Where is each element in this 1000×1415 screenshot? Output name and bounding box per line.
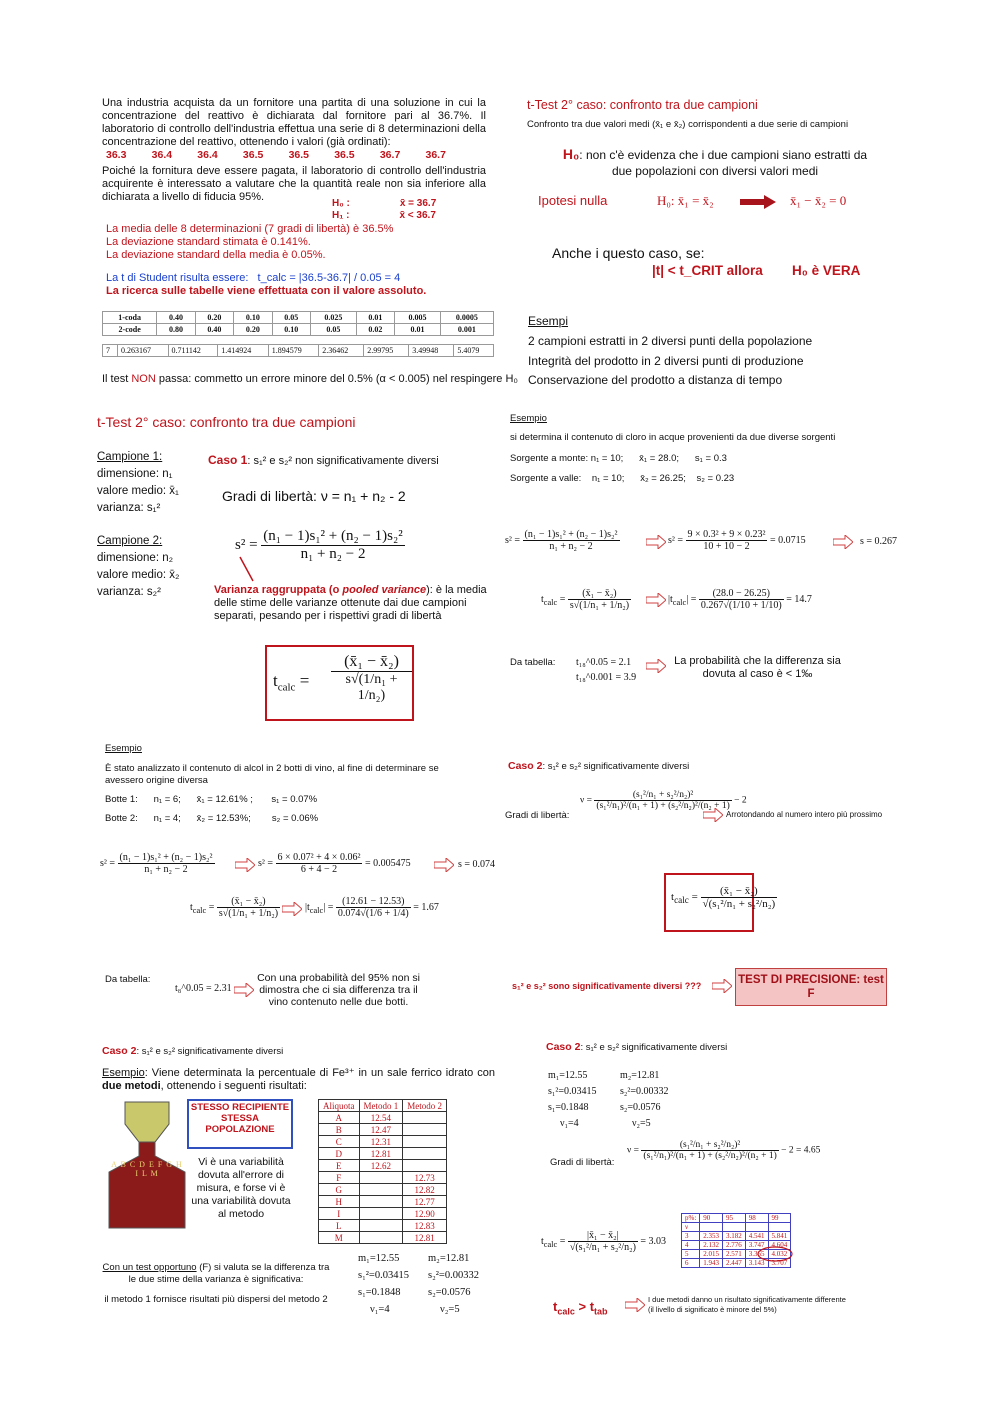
anche-text: Anche i questo caso, se: — [552, 245, 705, 261]
p8-caso2-heading: Caso 2: s₁² e s₂² significativamente diversi — [546, 1041, 728, 1053]
test-f-box: TEST DI PRECISIONE: test F — [735, 968, 887, 1006]
p4-probability: La probabilità che la differenza sia dovuta al caso è < 1‰ — [674, 655, 841, 680]
arrow-icon — [234, 983, 254, 997]
p5-datab: Da tabella: — [105, 974, 151, 985]
table-cell: E — [319, 1160, 360, 1172]
table-cell: 2.447 — [723, 1259, 746, 1268]
p4-t-formula: $t_{calc}$ = $\frac{\text{(x̄₁ − x̄₂)}}{\text{s√(1/n₁ + 1/n₂)}}$ — [541, 588, 630, 611]
table-cell: 3.365 — [745, 1250, 768, 1259]
table-row — [319, 1220, 447, 1232]
h0-statement: H₀: non c'è evidenza che i due campioni siano estratti da due popolazioni con diversi valori medi — [562, 146, 868, 178]
table-cell: 0.001 — [440, 324, 493, 336]
table-header: Metodo 2 — [403, 1100, 447, 1112]
table-cell: 0.263167 — [118, 345, 169, 357]
p4-s2-formula: s² = $\frac{\text{(n₁ − 1)s₁² + (n₂ − 1)s₂²}}{\text{n₁ + n₂ − 2}}$ — [505, 529, 618, 552]
table-cell: C — [319, 1136, 360, 1148]
table-cell — [700, 1223, 723, 1232]
table-cell: 2.132 — [700, 1241, 723, 1250]
table-cell — [723, 1223, 746, 1232]
table-cell: 1.414924 — [218, 345, 269, 357]
student-t — [106, 272, 400, 285]
table-header: 99 — [768, 1214, 791, 1223]
table-header: ν — [682, 1223, 700, 1232]
table-header: p%: — [682, 1214, 700, 1223]
p5-conclusion: Con una probabilità del 95% non si dimostra che ci sia differenza tra il vino contenuto nelle due botti. — [257, 972, 420, 1008]
table-cell: 0.05 — [310, 324, 356, 336]
conclusion: Il test NON passa: commetto un errore minore del 0.5% (α < 0.005) nel respingere H₀ — [102, 373, 518, 385]
p4-line2: Sorgente a valle: n₁ = 10; x̄₂ = 26.25; s₂ = 0.23 — [510, 473, 735, 484]
table-row — [319, 1112, 447, 1124]
table-cell: 2.353 — [700, 1232, 723, 1241]
table-cell: I — [319, 1208, 360, 1220]
esempi-heading: Esempi — [528, 314, 569, 328]
h1-label: H₁ : — [332, 210, 350, 221]
table-cell: 3.707 — [768, 1259, 791, 1268]
arrow-icon — [703, 808, 723, 822]
table-cell: 5.841 — [768, 1232, 791, 1241]
table-cell: 2.015 — [700, 1250, 723, 1259]
panel2-title: t-Test 2° caso: confronto tra due campioni — [527, 98, 758, 112]
table-cell: 4.604 — [768, 1241, 791, 1250]
condition: |t| < t_CRIT allora — [652, 263, 763, 278]
p5-line2: Botte 2: n₁ = 4; x̄₂ = 12.53%; s₂ = 0.06% — [105, 813, 319, 824]
method-table — [318, 1099, 447, 1244]
table-cell: 12.73 — [403, 1172, 447, 1184]
table-row — [319, 1124, 447, 1136]
p8-gradi: Gradi di libertà: — [550, 1157, 615, 1168]
p4-t-numeric: $|t_{calc}|$ = $\frac{(28.0 - 26.25)}{0.267√(1/10 + 1/10)}$ = 14.7 — [668, 588, 812, 611]
paragraph-2: Poiché la fornitura deve essere pagata, il laboratorio di controllo dell'industria acquirente è interessato a valutare che la quantità reale non sia inferiore alla dichiarata a livello di fiducia 95%. — [102, 165, 486, 203]
table-cell: 12.82 — [403, 1184, 447, 1196]
table-cell: 0.025 — [310, 312, 356, 324]
table-cell — [359, 1196, 403, 1208]
p5-t-table-value: t₈^0.05 = 2.31 — [175, 983, 232, 994]
p8-stats: m₁=12.55 m₂=12.81 s₁²=0.03415 s₂²=0.00332 s₁=0.1848 s₂=0.0576 ν₁=4 ν₂=5 — [548, 1070, 669, 1129]
table-cell: 0.02 — [356, 324, 394, 336]
ipotesi-formula-1: H₀: x̄₁ = x̄₂ — [657, 193, 714, 208]
table-cell — [359, 1184, 403, 1196]
table-header: 98 — [745, 1214, 768, 1223]
ipotesi-formula-2: x̄₁ − x̄₂ = 0 — [790, 193, 847, 208]
table-cell: A — [319, 1112, 360, 1124]
table-cell: 2.776 — [723, 1241, 746, 1250]
list-item: Conservazione del prodotto a distanza di tempo — [528, 373, 783, 387]
t-table-header — [102, 311, 494, 336]
table-cell: 12.90 — [403, 1208, 447, 1220]
table-cell: 4.032 — [768, 1250, 791, 1259]
panel2-subtitle: Confronto tra due valori medi (x̄₁ e x̄₂) corrispondenti a due serie di campioni — [527, 119, 849, 130]
arrow-icon — [833, 535, 853, 549]
arrow-icon — [625, 1298, 645, 1312]
p4-s2-numeric: s² = $\frac{\text{9 × 0.3² + 9 × 0.23²}}{10 + 10 - 2}$ = 0.0715 — [668, 529, 806, 552]
h0-value: x̄ = 36.7 — [399, 198, 437, 209]
value: 36.5 — [334, 149, 355, 161]
table-row — [319, 1196, 447, 1208]
table-cell: 6 — [682, 1259, 700, 1268]
p6-gradi: Gradi di libertà: — [505, 810, 570, 821]
table-cell: 3.182 — [723, 1232, 746, 1241]
esempi-list — [528, 332, 812, 391]
p5-t-numeric: $|t_{calc}|$ = $\frac{(12.61 - 12.53)}{0.074√(1/6 + 1/4)}$ = 1.67 — [305, 896, 439, 919]
p6-rounding: Arrotondando al numero intero più prossimo — [726, 810, 883, 819]
t-comparison: $t_{calc} > t_{tab}$ — [553, 1299, 608, 1317]
table-cell: 0.80 — [157, 324, 195, 336]
value: 36.4 — [151, 149, 173, 161]
p4-esempio: Esempio — [510, 413, 547, 424]
panel3-title: t-Test 2° caso: confronto tra due campioni — [97, 414, 356, 430]
table-header: 90 — [700, 1214, 723, 1223]
p6-question: s₁² e s₂² sono significativamente diversi ??? — [512, 981, 702, 991]
table-cell — [403, 1112, 447, 1124]
table-cell: D — [319, 1148, 360, 1160]
table-cell: 0.40 — [195, 324, 233, 336]
table-cell — [768, 1223, 791, 1232]
arrow-icon — [712, 979, 732, 993]
table-row — [319, 1172, 447, 1184]
table-cell — [403, 1136, 447, 1148]
table-cell: 12.81 — [359, 1148, 403, 1160]
table-cell — [359, 1232, 403, 1244]
arrow-icon — [646, 535, 666, 549]
table-row — [319, 1160, 447, 1172]
table-cell: 0.05 — [272, 312, 310, 324]
table-cell: 0.40 — [157, 312, 195, 324]
arrow-icon — [235, 858, 255, 872]
table-cell: 0.20 — [195, 312, 233, 324]
caso1-heading: Caso 1: s₁² e s₂² non significativamente diversi — [208, 453, 439, 467]
table-cell: 0.711142 — [168, 345, 218, 357]
table-cell: 1-coda — [103, 312, 157, 324]
t-label: La t di Student risulta essere: — [106, 272, 249, 284]
intro-paragraph: Una industria acquista da un fornitore una partita di una soluzione in cui la concentrazione del reattivo è dichiarata dal fornitore pari al 36.7%. Il laboratorio di controllo dell'industria effettua una serie di 8 determinazioni della concentrazione del reattivo, ottenendo i valori (già ordinati): — [102, 97, 486, 148]
flask-labels: A B C D E F G H I L M — [111, 1160, 183, 1178]
same-population-box: STESSO RECIPIENTE STESSA POPOLAZIONE — [187, 1099, 293, 1149]
table-cell — [745, 1223, 768, 1232]
t-note: La ricerca sulle tabelle viene effettuata con il valore assoluto. — [106, 285, 427, 297]
table-cell — [359, 1208, 403, 1220]
table-cell: 12.83 — [403, 1220, 447, 1232]
table-cell: H — [319, 1196, 360, 1208]
table-cell: 3 — [682, 1232, 700, 1241]
p8-t-formula: $t_{calc}$ = $\frac{\text{|x̄₁ − x̄₂|}}{\text{√(s₁²/n₁ + s₂²/n₂)}}$ = 3.03 — [541, 1230, 667, 1253]
t-table-row — [102, 344, 494, 357]
p5-intro: È stato analizzato il contenuto di alcol in 2 botti di vino, al fine di determinare se avessero origine diversa — [105, 763, 439, 786]
table-cell: M — [319, 1232, 360, 1244]
results — [106, 223, 393, 262]
arrow-icon — [646, 593, 666, 607]
table-cell: 7 — [103, 345, 118, 357]
arrow-icon — [434, 858, 454, 872]
hypotheses — [332, 198, 436, 222]
p6-caso2-heading: Caso 2: s₁² e s₂² significativamente diversi — [508, 760, 690, 772]
table-cell: G — [319, 1184, 360, 1196]
value: 36.7 — [379, 149, 401, 161]
result-std: La deviazione standard stimata è 0.141%. — [106, 236, 311, 248]
table-cell: 1.894579 — [268, 345, 319, 357]
h1-value: x̄ < 36.7 — [399, 210, 436, 221]
table-cell: 4 — [682, 1241, 700, 1250]
table-cell: 12.54 — [359, 1112, 403, 1124]
value: 36.5 — [242, 149, 264, 161]
table-cell: 0.10 — [272, 324, 310, 336]
arrow-icon — [282, 902, 302, 916]
p7-stats: m₁=12.55 m₂=12.81 s₁²=0.03415 s₂²=0.00332 s₁=0.1848 s₂=0.0576 ν₁=4 ν₂=5 — [358, 1253, 479, 1315]
p5-esempio: Esempio — [105, 743, 142, 754]
value: 36.4 — [197, 149, 218, 161]
h0-vera: H₀ è VERA — [792, 263, 861, 278]
table-cell: 12.81 — [403, 1232, 447, 1244]
table-cell: F — [319, 1172, 360, 1184]
p7-example: Esempio: Viene determinata la percentuale di Fe³⁺ in un sale ferrico idrato con due metodi, ottenendo i seguenti risultati: — [102, 1067, 495, 1092]
p4-line1: Sorgente a monte: n₁ = 10; x̄₁ = 28.0; s₁ = 0.3 — [510, 453, 727, 464]
arrow-icon — [740, 195, 776, 209]
t-formula: t_calc = |36.5-36.7| / 0.05 = 4 — [257, 272, 401, 284]
pooled-variance-formula: s² = $\frac{\text{(n₁ − 1)s₁² + (n₂ − 1)s₂²}}{\text{n₁ + n₂ − 2}}$ — [235, 528, 403, 562]
method1-disp: il metodo 1 fornisce risultati più dispersi del metodo 2 — [104, 1294, 328, 1305]
table-cell: 0.0005 — [440, 312, 493, 324]
table-cell — [403, 1124, 447, 1136]
value: 36.7 — [425, 149, 446, 161]
ipotesi-label: Ipotesi nulla — [538, 193, 608, 208]
tcalc-formula-box: $t_{calc}$ = (x̄₁ − x̄₂) s√(1/n₁ + 1/n₂) — [265, 645, 414, 721]
p8-nu-formula: ν = $\frac{\text{(s₁²/n₁ + s₂²/n₂)²}}{\text{(s₁²/n₁)²/(n₁ + 1) + (s₂²/n₂)²/(n₂ + 1)}}$ − 2 = 4.65 — [627, 1140, 821, 1161]
table-row — [682, 1232, 791, 1241]
table-cell: 0.10 — [234, 312, 272, 324]
table-cell: B — [319, 1124, 360, 1136]
p6-nu-formula: ν = $\frac{\text{(s₁²/n₁ + s₂²/n₂)²}}{\text{(s₁²/n₁)²/(n₁ + 1) + (s₂²/n₂)²/(n₂ + 1)}}$ − 2 — [580, 790, 747, 811]
table-cell: 12.31 — [359, 1136, 403, 1148]
table-cell: 2.36462 — [319, 345, 364, 357]
table-cell: 5.4079 — [454, 345, 494, 357]
table-row — [319, 1136, 447, 1148]
table-cell: 12.47 — [359, 1124, 403, 1136]
variability-text: Vi è una variabilità dovuta all'errore di misura, e forse vi è una variabilità dovuta al metodo — [191, 1156, 291, 1220]
table-cell: 2.99795 — [364, 345, 409, 357]
table-cell: 5 — [682, 1250, 700, 1259]
value: 36.3 — [106, 149, 127, 161]
table-cell — [403, 1160, 447, 1172]
table-cell: 0.01 — [356, 312, 394, 324]
pooled-variance-desc: Varianza raggruppata (o pooled variance): è la media delle stime delle varianze ottenute dai due campioni separati, pesando per i rispettivi gradi di libertà — [214, 584, 487, 622]
p5-s-result: s = 0.074 — [458, 859, 496, 870]
table-cell: 0.01 — [395, 324, 441, 336]
table-row — [319, 1148, 447, 1160]
table-cell: 3.143 — [745, 1259, 768, 1268]
table-cell: 12.77 — [403, 1196, 447, 1208]
p5-s2-formula: s² = $\frac{\text{(n₁ − 1)s₁² + (n₂ − 1)s₂²}}{\text{n₁ + n₂ − 2}}$ — [100, 852, 213, 875]
p5-s2-numeric: s² = $\frac{\text{6 × 0.07² + 4 × 0.06²}}{6 + 4 - 2}$ = 0.005475 — [258, 852, 411, 875]
table-row — [319, 1208, 447, 1220]
p4-t-table-values: t₁₈^0.05 = 2.1 t₁₈^0.001 = 3.9 — [576, 657, 637, 683]
table-cell: 12.62 — [359, 1160, 403, 1172]
p5-line1: Botte 1: n₁ = 6; x̄₁ = 12.61% ; s₁ = 0.07% — [105, 794, 318, 805]
table-header: Metodo 1 — [359, 1100, 403, 1112]
list-item: 2 campioni estratti in 2 diversi punti della popolazione — [528, 334, 813, 348]
p6-tcalc-box: $t_{calc}$ = $\frac{\text{(x̄₁ − x̄₂)}}{\text{√(s₁²/n₁ + s₂²/n₂)}}$ — [664, 873, 754, 932]
f-test-text: Con un test opportuno (F) si valuta se la differenza tra le due stime della varianza è significativa: — [102, 1262, 330, 1285]
list-item: Integrità del prodotto in 2 diversi punti di produzione — [528, 353, 804, 368]
value: 36.5 — [288, 149, 309, 161]
p5-t-formula: $t_{calc}$ = $\frac{\text{(x̄₁ − x̄₂)}}{\text{s√(1/n₁ + 1/n₂)}}$ — [190, 896, 279, 919]
table-header: 95 — [723, 1214, 746, 1223]
p7-caso2-heading: Caso 2: s₁² e s₂² significativamente diversi — [102, 1045, 284, 1057]
pointer-arrow-icon — [238, 556, 258, 584]
table-header: Aliquota — [319, 1100, 360, 1112]
gradi-liberta: Gradi di libertà: ν = n₁ + n₂ - 2 — [222, 488, 406, 504]
circle-highlight-icon — [756, 1246, 794, 1262]
campione-1: Campione 1: dimensione: n₁ valore medio: x̄₁ varianza: s₁² — [97, 451, 179, 514]
table-cell: 3.49948 — [409, 345, 454, 357]
result-stdmean: La deviazione standard della media è 0.05%. — [106, 249, 326, 261]
table-cell: 3.747 — [745, 1241, 768, 1250]
table-cell: L — [319, 1220, 360, 1232]
table-cell — [359, 1220, 403, 1232]
arrow-icon — [646, 659, 666, 673]
table-cell: 0.005 — [395, 312, 441, 324]
p4-datab: Da tabella: — [510, 657, 556, 668]
table-cell — [359, 1172, 403, 1184]
table-row — [319, 1232, 447, 1244]
h0-label: H₀ : — [332, 198, 350, 209]
table-cell: 2-code — [103, 324, 157, 336]
p4-intro: si determina il contenuto di cloro in acque provenienti da due diverse sorgenti — [510, 432, 836, 443]
table-cell: 0.20 — [234, 324, 272, 336]
table-row — [319, 1184, 447, 1196]
p8-conclusion: I due metodi danno un risultato significativamente differente (il livello di significato è minore del 5%) — [648, 1295, 846, 1314]
table-cell: 2.571 — [723, 1250, 746, 1259]
table-cell: 1.943 — [700, 1259, 723, 1268]
p4-s-result: s = 0.267 — [860, 536, 898, 547]
table-cell: 4.541 — [745, 1232, 768, 1241]
campione-2: Campione 2: dimensione: n₂ valore medio: x̄₂ varianza: s₂² — [97, 535, 180, 598]
result-mean: La media delle 8 determinazioni (7 gradi di libertà) è 36.5% — [106, 223, 394, 235]
values-row — [106, 149, 446, 161]
table-cell — [403, 1148, 447, 1160]
